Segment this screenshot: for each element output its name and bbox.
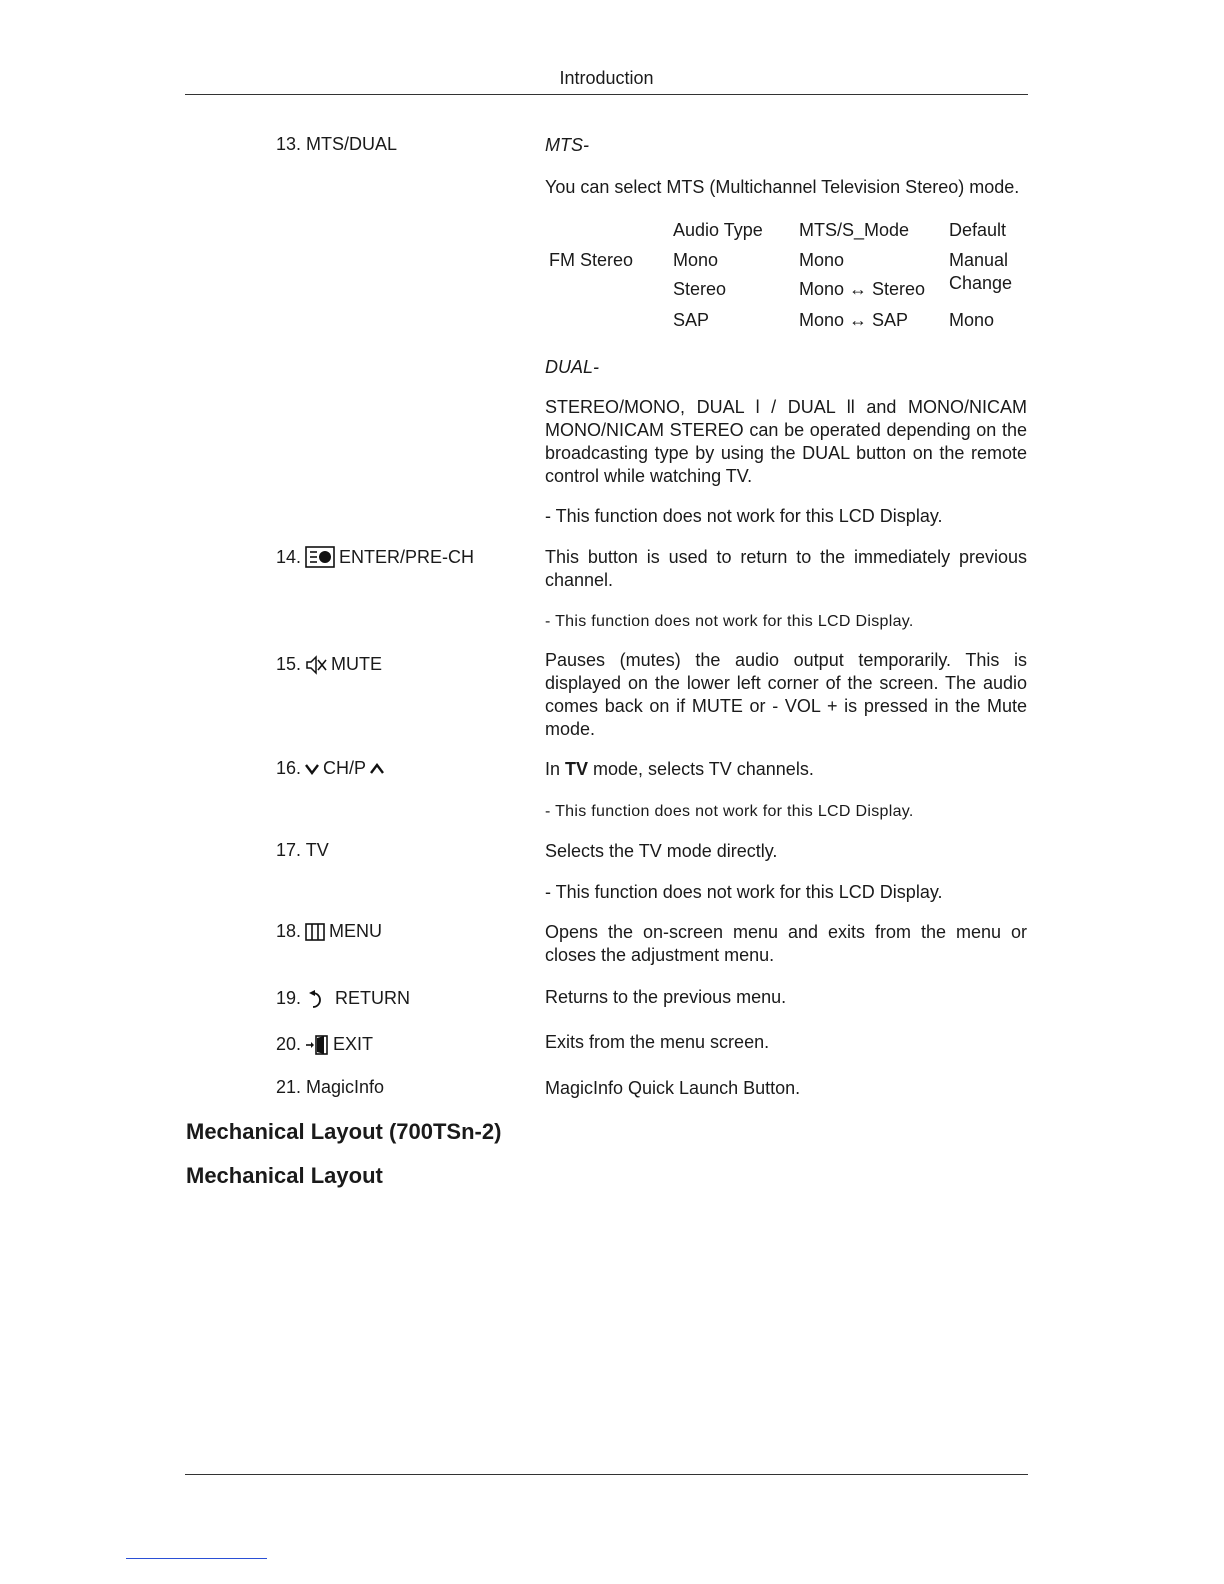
return-icon xyxy=(305,989,331,1009)
mts-note: - This function does not work for this LCD Display. xyxy=(545,506,943,526)
item-label-text: CH/P xyxy=(323,758,367,778)
header-divider xyxy=(185,94,1028,95)
menu-description: Opens the on-screen menu and exits from the menu or closes the adjustment menu. xyxy=(545,922,1027,965)
section-title: Mechanical Layout (700TSn-2) xyxy=(186,1119,502,1144)
chp-note: - This function does not work for this LCD Display. xyxy=(545,803,914,820)
return-description: Returns to the previous menu. xyxy=(545,987,787,1007)
item-label-text: ENTER/PRE-CH xyxy=(339,546,475,567)
mute-icon xyxy=(305,655,327,675)
footer-divider xyxy=(185,1474,1028,1475)
item-label-text: MENU xyxy=(329,921,383,941)
exit-description: Exits from the menu screen. xyxy=(545,1032,770,1052)
section-subtitle: Mechanical Layout xyxy=(186,1163,383,1188)
chevron-up-icon xyxy=(370,763,384,775)
enter-note: - This function does not work for this LCD Display. xyxy=(545,613,914,630)
table-header-mts-mode: MTS/S_Mode xyxy=(799,220,910,240)
table-header-audio-type: Audio Type xyxy=(673,220,763,240)
item-label-menu xyxy=(276,921,382,942)
item-label-text: RETURN xyxy=(335,988,411,1008)
item-number: 19. xyxy=(276,988,302,1008)
item-label-return xyxy=(276,988,410,1009)
table-cell: Mono ↔ SAP xyxy=(799,310,909,330)
table-cell: Mono xyxy=(799,250,845,270)
magicinfo-description: MagicInfo Quick Launch Button. xyxy=(545,1078,801,1098)
table-cell: SAP xyxy=(673,310,710,330)
chp-description xyxy=(545,758,1027,781)
enter-prech-icon xyxy=(305,546,335,568)
table-cell: Mono xyxy=(949,310,995,330)
item-label-magicinfo: 21. MagicInfo xyxy=(276,1077,385,1097)
table-cell: Stereo xyxy=(673,279,727,299)
mute-description: Pauses (mutes) the audio output temporarily. This is displayed on the lower left corner of the screen. The audio comes back on if MUTE or - VOL + is pressed in the Mute mode. xyxy=(545,650,1027,739)
table-header-default: Default xyxy=(949,220,1007,240)
mts-heading: MTS- xyxy=(545,135,589,155)
table-cell: Mono ↔ Stereo xyxy=(799,279,926,299)
chp-text-suffix: mode, selects TV channels. xyxy=(588,759,814,779)
chp-text-prefix: In xyxy=(545,759,566,779)
dual-heading: DUAL- xyxy=(545,357,600,377)
table-group-fm-stereo: FM Stereo xyxy=(549,250,634,270)
tv-description: Selects the TV mode directly. xyxy=(545,841,778,861)
exit-icon xyxy=(305,1035,329,1055)
item-label-enter-prech xyxy=(276,546,474,568)
enter-description: This button is used to return to the immediately previous channel. xyxy=(545,547,1027,590)
item-label-exit xyxy=(276,1034,373,1055)
table-cell: Mono xyxy=(673,250,719,270)
item-label-text: EXIT xyxy=(333,1034,374,1054)
footer-link-underline[interactable] xyxy=(126,1558,267,1559)
item-label-tv: 17. TV xyxy=(276,840,329,860)
item-label-mute xyxy=(276,654,382,675)
item-number: 18. xyxy=(276,921,302,941)
chp-text-bold: TV xyxy=(565,759,589,779)
item-label-text: MUTE xyxy=(331,654,383,674)
tv-note: - This function does not work for this LCD Display. xyxy=(545,882,943,902)
mts-description: You can select MTS (Multichannel Television Stereo) mode. xyxy=(545,177,1020,197)
item-number: 15. xyxy=(276,654,302,674)
chevron-down-icon xyxy=(305,763,319,775)
item-number: 14. xyxy=(276,546,302,567)
item-number: 20. xyxy=(276,1034,302,1054)
item-number: 16. xyxy=(276,758,302,778)
dual-description: STEREO/MONO, DUAL l / DUAL ll and MONO/NICAM MONO/NICAM STEREO can be operated depending on the broadcasting type by using the DUAL button on the remote control while watching TV. xyxy=(545,397,1027,486)
menu-icon xyxy=(305,923,325,941)
item-label-chp xyxy=(276,758,384,779)
page-header-title: Introduction xyxy=(559,68,654,88)
table-cell: Change xyxy=(949,273,1013,293)
item-label-mts-dual: 13. MTS/DUAL xyxy=(276,134,398,154)
table-cell: Manual xyxy=(949,250,1009,270)
